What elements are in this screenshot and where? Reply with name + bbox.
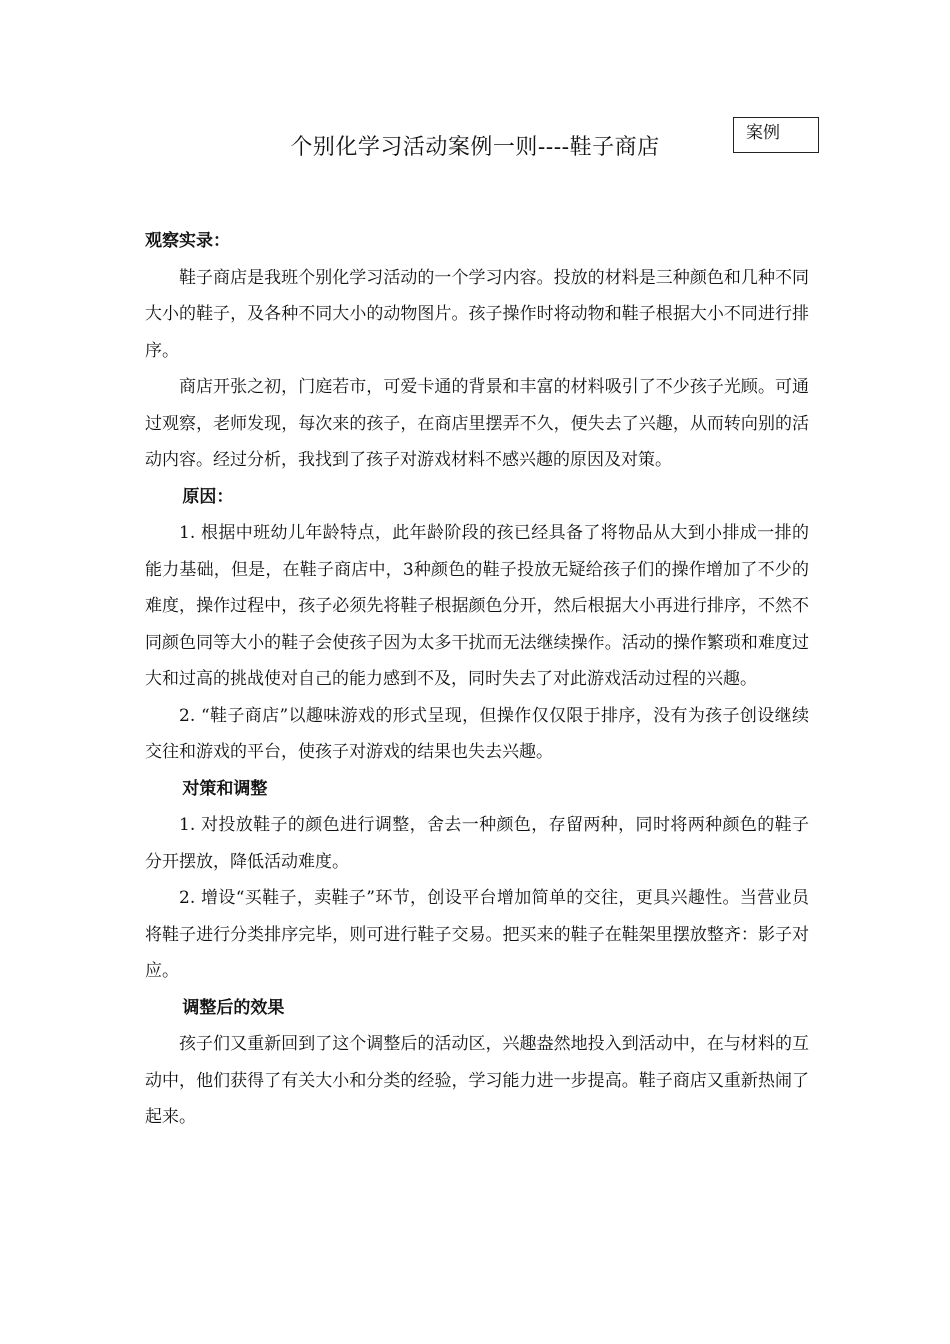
reason-heading: 原因： — [182, 486, 234, 507]
measure-paragraph-1: 1. 对投放鞋子的颜色进行调整，舍去一种颜色，存留两种，同时将两种颜色的鞋子分开摆放，降低活动难度。 — [145, 815, 809, 872]
case-tag-box: 案例 — [733, 117, 819, 153]
observe-paragraph-1: 鞋子商店是我班个别化学习活动的一个学习内容。投放的材料是三种颜色和几种不同大小的鞋子，及各种不同大小的动物图片。孩子操作时将动物和鞋子根据大小不同进行排序。 — [145, 267, 809, 361]
document-body — [145, 223, 809, 1136]
reason-paragraph-1: 1. 根据中班幼儿年龄特点，此年龄阶段的孩已经具备了将物品从大到小排成一排的能力基础，但是，在鞋子商店中，3种颜色的鞋子投放无疑给孩子们的操作增加了不少的难度，操作过程中，孩子必须先将鞋子根据颜色分开，然后根据大小再进行排序，不然不同颜色同等大小的鞋子会使孩子因为太多干扰而无法继续操作。活动的操作繁琐和难度过大和过高的挑战使对自己的能力感到不及，同时失去了对此游戏活动过程的兴趣。 — [145, 523, 809, 689]
measure-heading: 对策和调整 — [182, 778, 268, 799]
effect-paragraph-1: 孩子们又重新回到了这个调整后的活动区，兴趣盎然地投入到活动中，在与材料的互动中，他们获得了有关大小和分类的经验，学习能力进一步提高。鞋子商店又重新热闹了起来。 — [145, 1034, 809, 1127]
document-title: 个别化学习活动案例一则----鞋子商店 — [290, 135, 660, 160]
observe-heading: 观察实录： — [145, 231, 230, 251]
effect-heading: 调整后的效果 — [182, 997, 285, 1018]
observe-paragraph-2: 商店开张之初，门庭若市，可爱卡通的背景和丰富的材料吸引了不少孩子光顾。可通过观察，老师发现，每次来的孩子，在商店里摆弄不久，便失去了兴趣，从而转向别的活动内容。经过分析，我找到了孩子对游戏材料不感兴趣的原因及对策。 — [145, 377, 809, 470]
measure-paragraph-2: 2. 增设“买鞋子，卖鞋子”环节，创设平台增加简单的交往，更具兴趣性。当营业员将鞋子进行分类排序完毕，则可进行鞋子交易。把买来的鞋子在鞋架里摆放整齐：影子对应。 — [145, 888, 809, 981]
reason-paragraph-2: 2. “鞋子商店”以趣味游戏的形式呈现，但操作仅仅限于排序，没有为孩子创设继续交往和游戏的平台，使孩子对游戏的结果也失去兴趣。 — [145, 705, 809, 762]
